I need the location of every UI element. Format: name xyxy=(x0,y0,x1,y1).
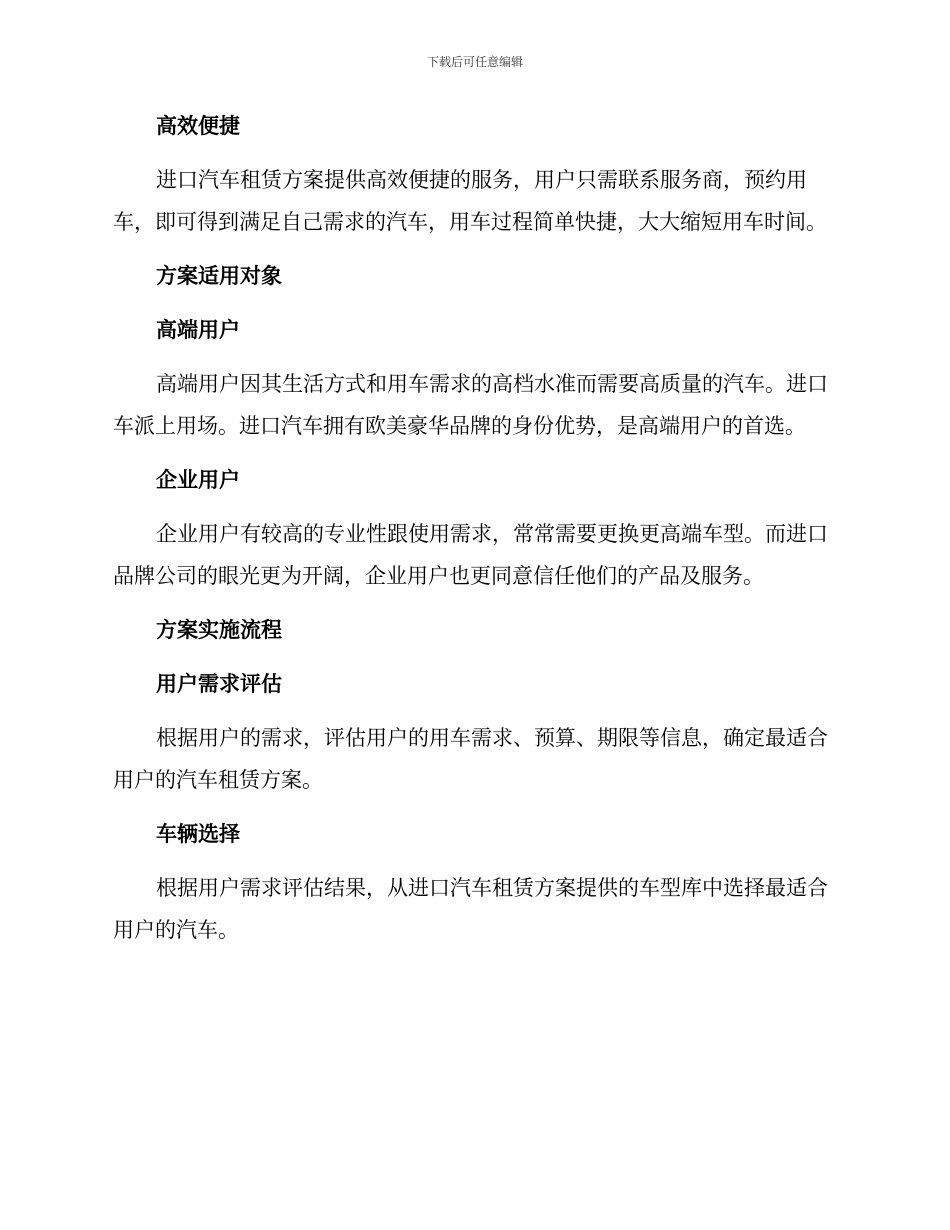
section-heading-implementation: 方案实施流程 xyxy=(156,618,282,642)
section-heading-enterprise-users: 企业用户 xyxy=(156,468,240,492)
section-paragraph-needs-assessment: 根据用户的需求，评估用户的用车需求、预算、期限等信息，确定最适合用户的汽车租赁方案。 xyxy=(113,726,828,792)
section-paragraph-vehicle-selection: 根据用户需求评估结果，从进口汽车租赁方案提供的车型库中选择最适合用户的汽车。 xyxy=(113,876,828,942)
section-paragraph-high-end-users: 高端用户因其生活方式和用车需求的高档水准而需要高质量的汽车。进口车派上用场。进口汽车拥有欧美豪华品牌的身份优势，是高端用户的首选。 xyxy=(113,372,828,438)
document-body xyxy=(113,105,831,951)
section-heading-needs-assessment: 用户需求评估 xyxy=(156,672,282,696)
section-heading-target-users: 方案适用对象 xyxy=(156,264,282,288)
section-heading-high-end-users: 高端用户 xyxy=(156,318,240,342)
section-paragraph-efficient: 进口汽车租赁方案提供高效便捷的服务，用户只需联系服务商，预约用车，即可得到满足自己需求的汽车，用车过程简单快捷，大大缩短用车时间。 xyxy=(113,168,827,234)
header-note: 下载后可任意编辑 xyxy=(426,55,523,69)
section-heading-efficient: 高效便捷 xyxy=(156,114,240,138)
section-paragraph-enterprise-users: 企业用户有较高的专业性跟使用需求，常常需要更换更高端车型。而进口品牌公司的眼光更为开阔，企业用户也更同意信任他们的产品及服务。 xyxy=(113,522,828,588)
section-heading-vehicle-selection: 车辆选择 xyxy=(156,822,240,846)
